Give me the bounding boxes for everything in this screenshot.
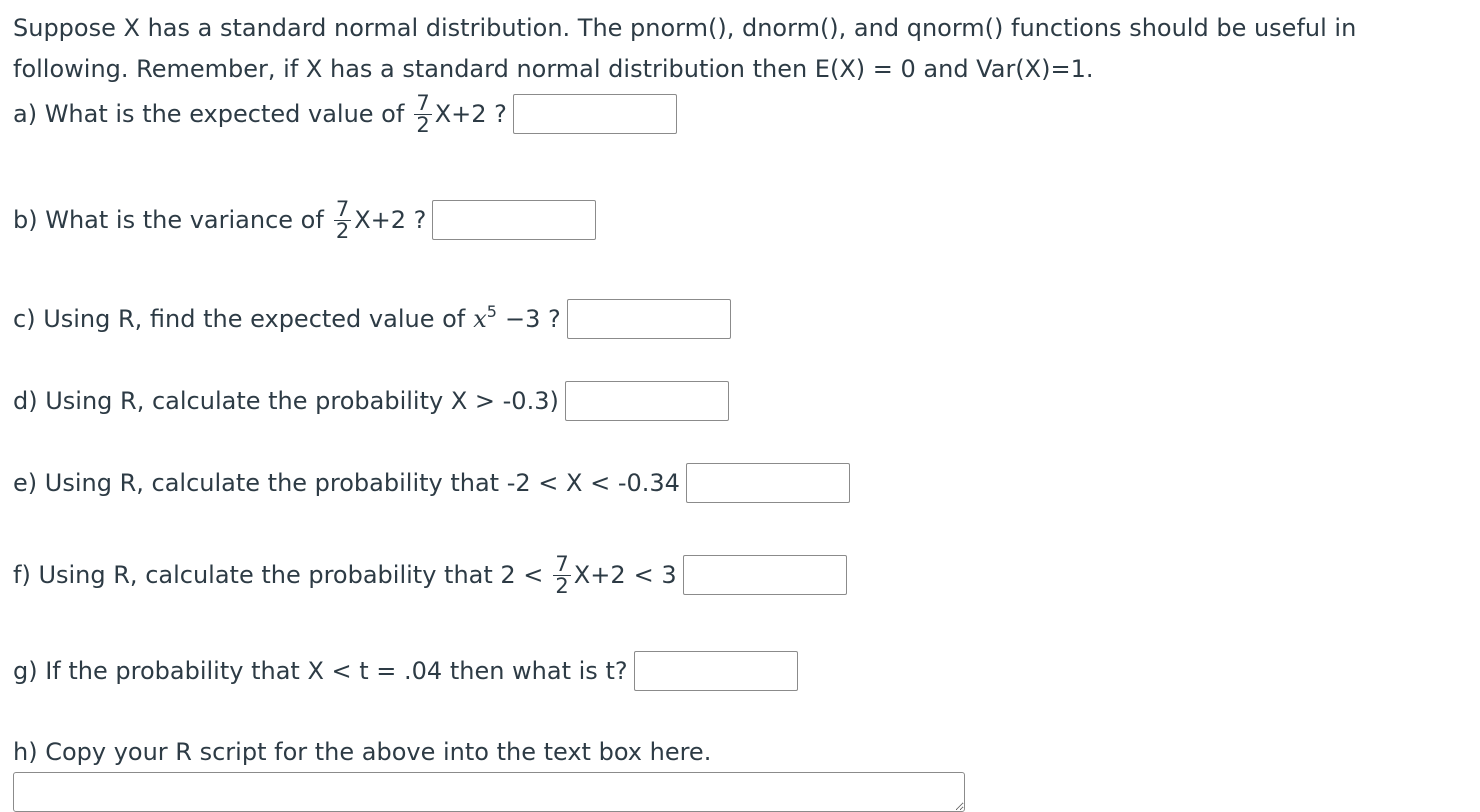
fraction-numerator: 7 (335, 196, 350, 221)
question-h (13, 728, 711, 776)
question-c-label: c) Using R, find the expected value of (13, 305, 466, 333)
answer-a-input[interactable] (513, 94, 677, 134)
answer-e-input[interactable] (686, 463, 850, 503)
question-b (13, 196, 596, 244)
fraction (414, 90, 431, 137)
fraction-denominator: 2 (335, 218, 350, 243)
question-c (13, 295, 731, 343)
fraction-denominator: 2 (555, 573, 569, 598)
fraction (334, 196, 351, 243)
question-c-expression: −3 ? (504, 305, 561, 333)
question-e-label: e) Using R, calculate the probability that -2 < X < -0.34 (13, 469, 680, 497)
fraction-denominator: 2 (416, 112, 430, 137)
instructions-line-2: following. Remember, if X has a standard normal distribution then E(X) = 0 and Var(X)=1. (13, 55, 1094, 83)
question-a-label: a) What is the expected value of (13, 100, 405, 128)
answer-c-input[interactable] (567, 299, 731, 339)
question-d-label: d) Using R, calculate the probability X > -0.3) (13, 387, 559, 415)
exponent: 5 (486, 301, 497, 321)
question-f (13, 551, 847, 599)
question-g-label: g) If the probability that X < t = .04 then what is t? (13, 657, 628, 685)
question-e (13, 459, 850, 507)
variable-x: x (473, 305, 487, 333)
answer-f-input[interactable] (683, 555, 847, 595)
question-b-label: b) What is the variance of (13, 206, 324, 234)
question-f-expression: X+2 (573, 561, 626, 589)
question-h-label: h) Copy your R script for the above into the text box here. (13, 738, 712, 766)
fraction-numerator: 7 (555, 551, 569, 576)
fraction-numerator: 7 (416, 90, 430, 115)
question-f-label: f) Using R, calculate the probability that 2 < (13, 561, 544, 589)
answer-d-input[interactable] (565, 381, 729, 421)
instructions (13, 8, 1480, 90)
question-a (13, 90, 677, 138)
question-f-bound: < 3 (633, 561, 677, 589)
question-g (13, 647, 798, 695)
question-b-expression: X+2 ? (354, 206, 427, 234)
question-a-expression: X+2 ? (434, 100, 507, 128)
answer-b-input[interactable] (432, 200, 596, 240)
question-d (13, 377, 729, 425)
answer-g-input[interactable] (634, 651, 798, 691)
instructions-line-1: Suppose X has a standard normal distribution. The pnorm(), dnorm(), and qnorm() functions should be useful in (13, 14, 1357, 42)
fraction (553, 551, 570, 598)
r-script-textarea[interactable] (13, 772, 965, 812)
